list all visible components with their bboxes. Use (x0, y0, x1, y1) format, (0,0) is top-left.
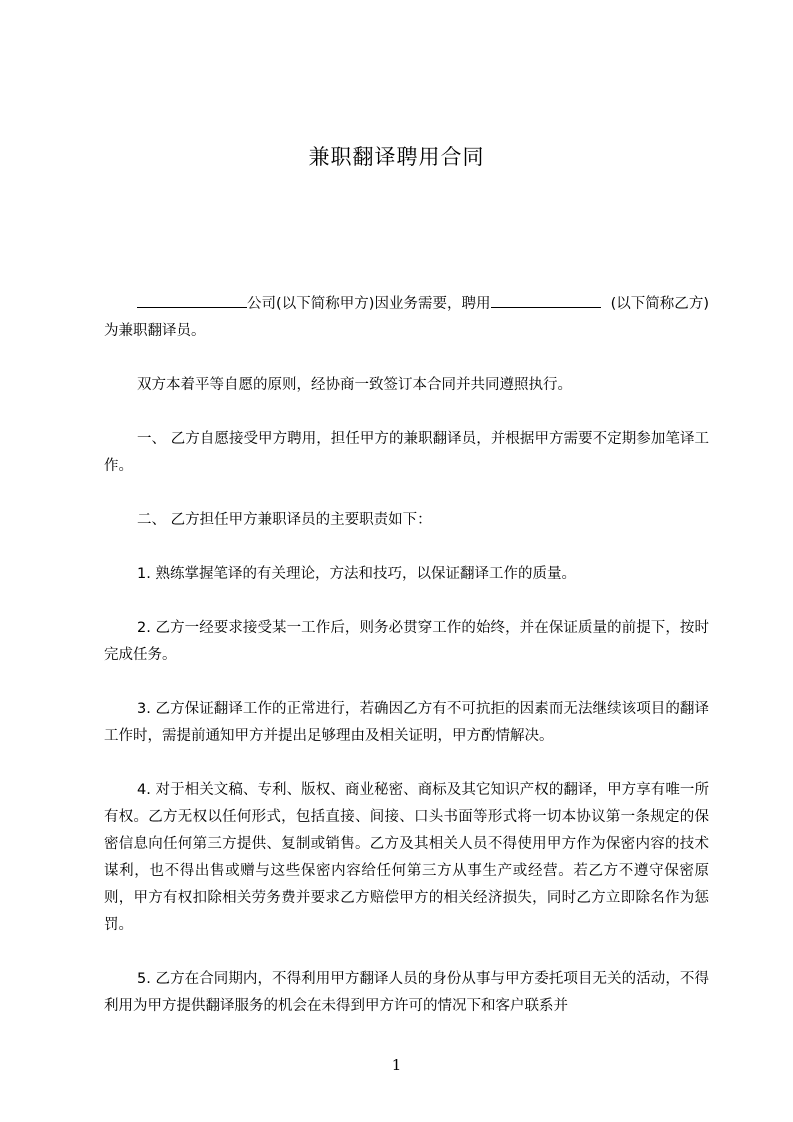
company-name-blank (137, 292, 247, 308)
duty-item-1: 1. 熟练掌握笔译的有关理论，方法和技巧，以保证翻译工作的质量。 (137, 566, 576, 582)
intro-text-a: 公司(以下简称甲方)因业务需要，聘用 (247, 296, 491, 312)
clause-two: 二、 乙方担任甲方兼职译员的主要职责如下： (137, 512, 432, 528)
duty-item-4: 4. 对于相关文稿、专利、版权、商业秘密、商标及其它知识产权的翻译，甲方享有唯一所有权。乙方无权以任何形式，包括直接、间接、口头书面等形式将一切本协议第一条规定的保密信息向任何第三方提供、复制或销售。乙方及其相关人员不得使用甲方作为保密内容的技术谋利，也不得出售或赠与这些保密内容给任何第三方从事生产或经营。若乙方不遵守保密原则，甲方有权扣除相关劳务费并要求乙方赔偿甲方的相关经济损失，同时乙方立即除名作为惩罚。 (104, 782, 709, 933)
intro-text-b: (以下简称乙方)为兼职翻译员。 (104, 296, 709, 339)
contract-title: 兼职翻译聘用合同 (308, 145, 485, 169)
page-number: 1 (391, 1056, 402, 1074)
duty-item-2: 2. 乙方一经要求接受某一工作后，则务必贯穿工作的始终，并在保证质量的前提下，按时完成任务。 (104, 620, 709, 663)
clause-one: 一、 乙方自愿接受甲方聘用，担任甲方的兼职翻译员，并根据甲方需要不定期参加笔译工作。 (104, 431, 709, 474)
duty-item-3: 3. 乙方保证翻译工作的正常进行，若确因乙方有不可抗拒的因素而无法继续该项目的翻译工作时，需提前通知甲方并提出足够理由及相关证明，甲方酌情解决。 (104, 701, 709, 744)
employee-name-blank (491, 292, 601, 308)
duty-item-5: 5. 乙方在合同期内，不得利用甲方翻译人员的身份从事与甲方委托项目无关的活动，不得利用为甲方提供翻译服务的机会在未得到甲方许可的情况下和客户联系并 (104, 971, 709, 1014)
contract-body (104, 291, 709, 1020)
intro-paragraph (104, 291, 709, 345)
principle-paragraph: 双方本着平等自愿的原则，经协商一致签订本合同并共同遵照执行。 (137, 377, 572, 393)
